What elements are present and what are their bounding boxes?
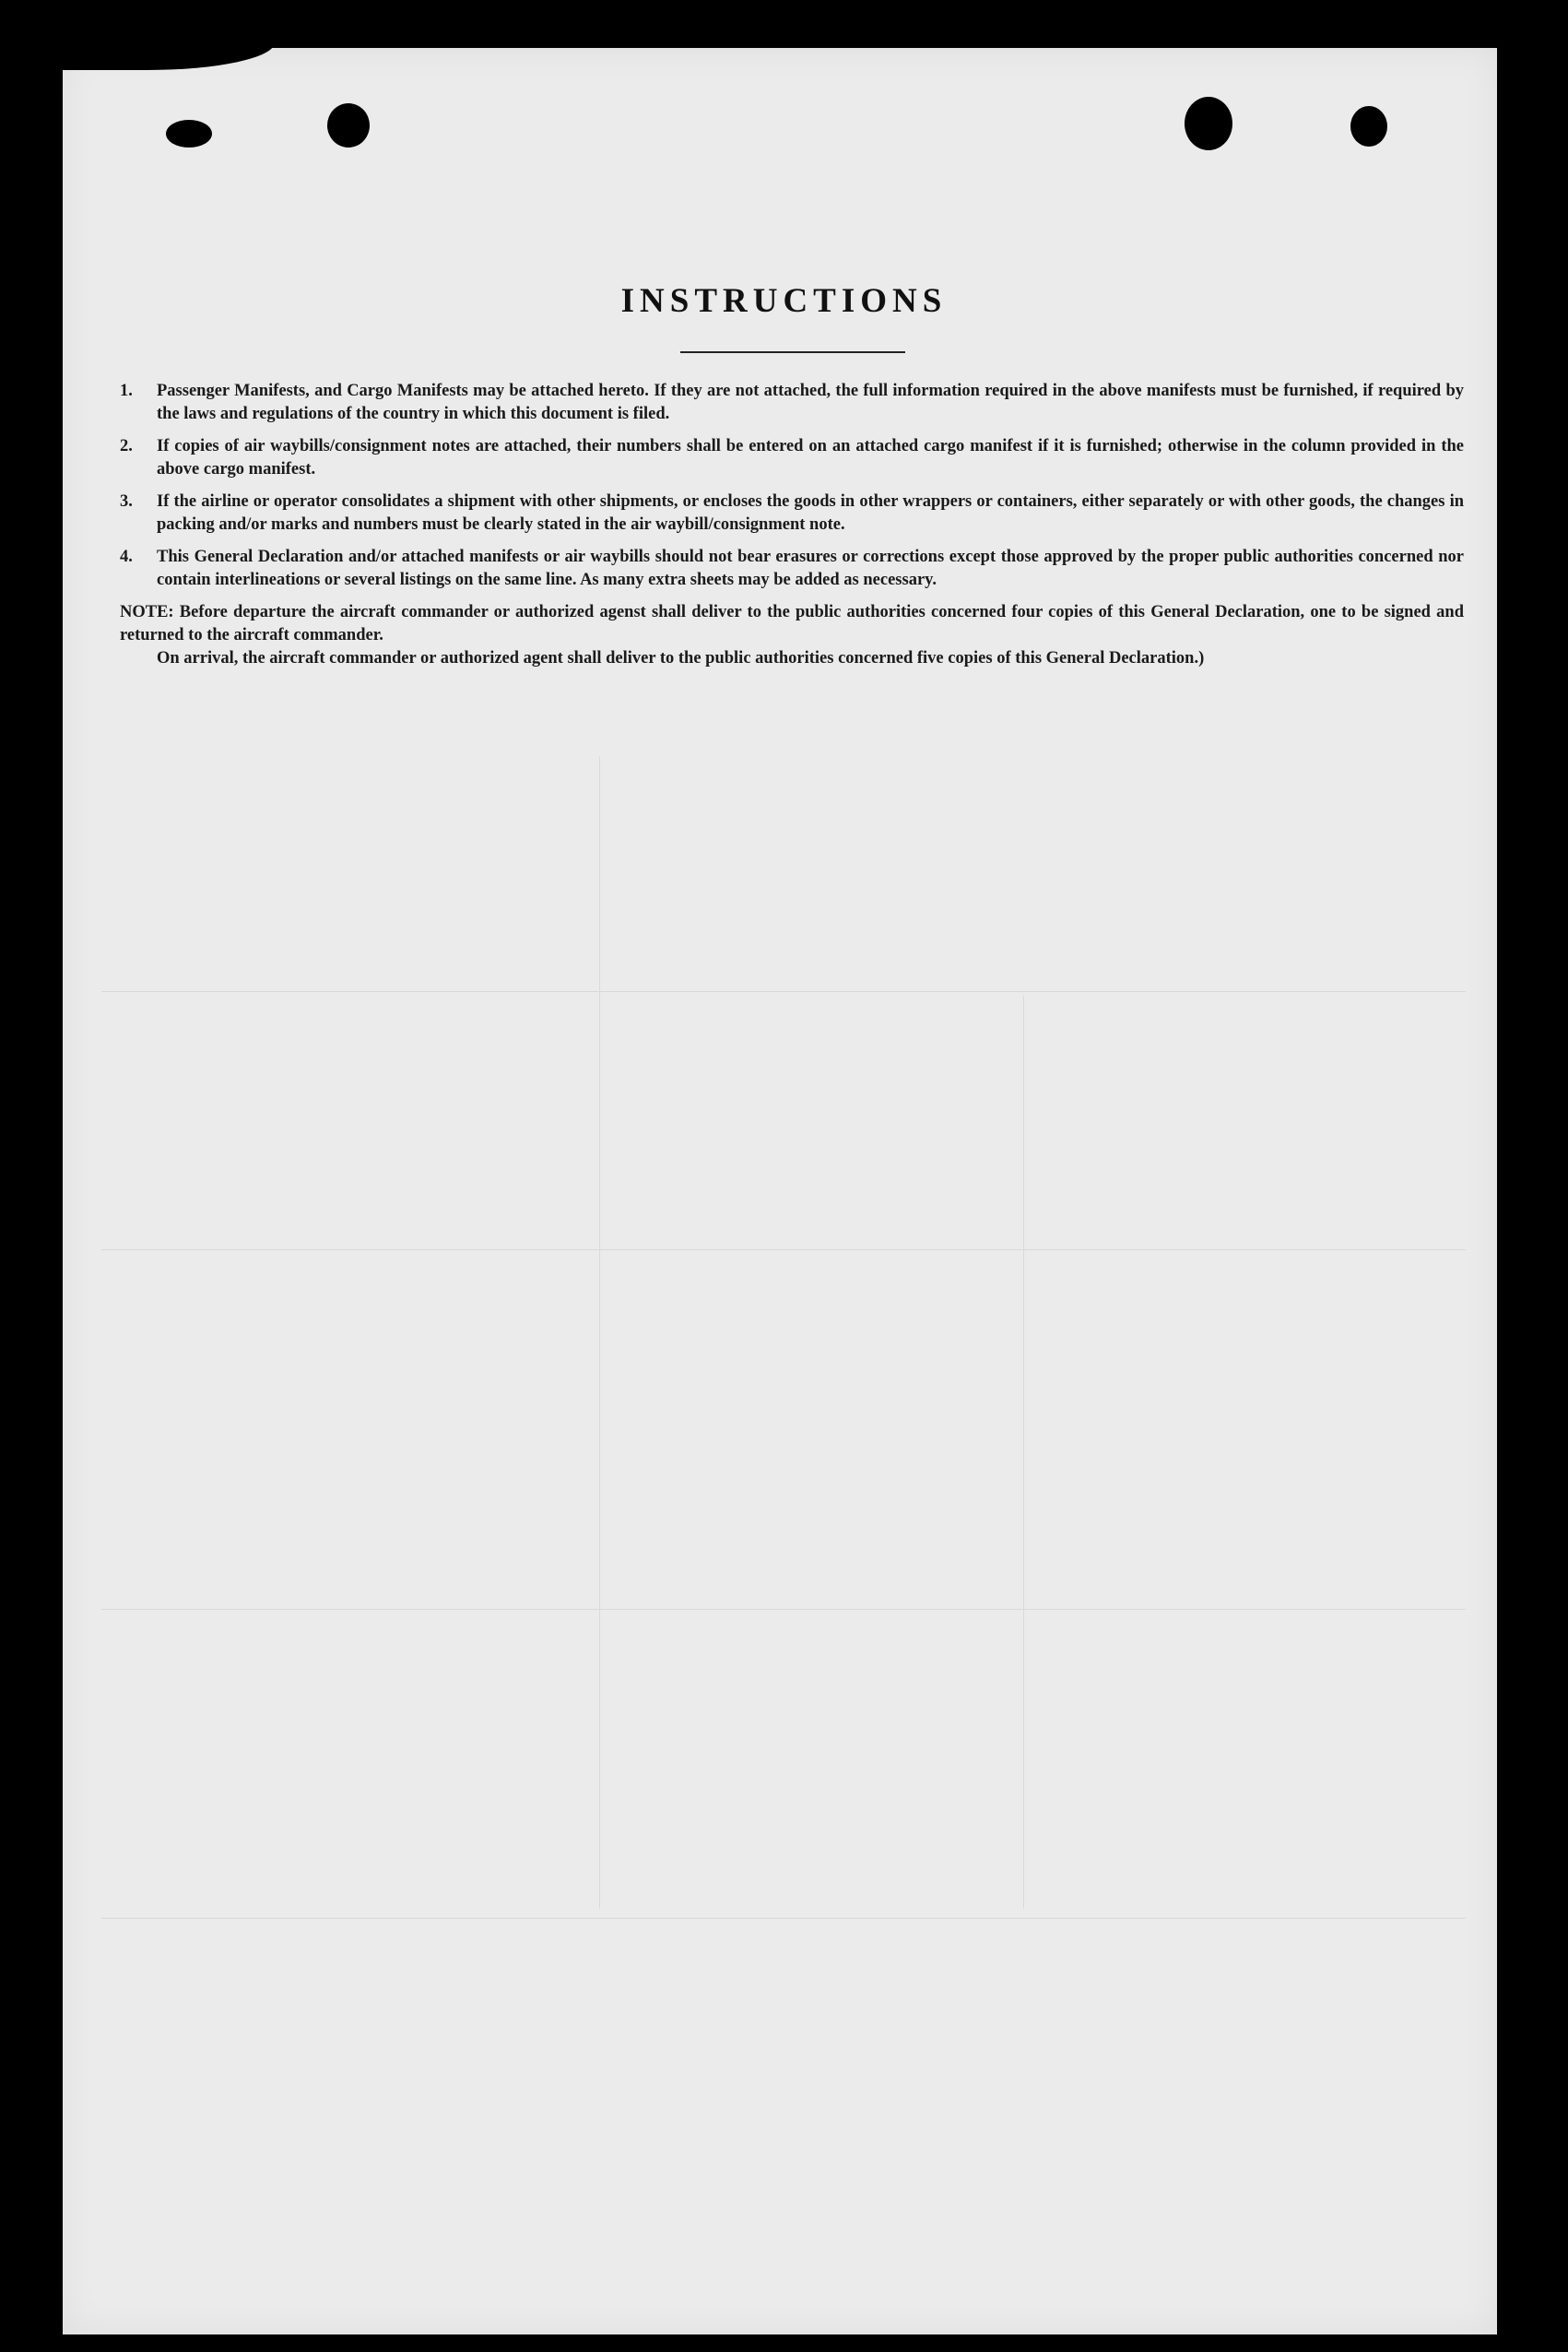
bleed-through-line — [101, 991, 1466, 992]
item-number: 3. — [120, 492, 133, 511]
instruction-item — [120, 435, 1464, 481]
torn-edge — [166, 120, 212, 148]
bleed-through-line — [101, 1249, 1466, 1250]
instruction-item — [120, 546, 1464, 592]
item-text: If the airline or operator consolidates a shipment with other shipments, or encloses the goods in other wrappers or containers, either separately or with other goods, the changes in packing and/or marks and numbers must be clearly stated in the air waybill/consignment note. — [157, 492, 1464, 534]
item-number: 4. — [120, 548, 133, 566]
bleed-through-line — [599, 756, 600, 1909]
bleed-through-line — [101, 1609, 1466, 1610]
punch-hole-far-right — [1350, 106, 1387, 147]
instruction-item — [120, 380, 1464, 426]
title-underline — [680, 351, 905, 353]
instruction-item — [120, 490, 1464, 537]
note-block — [120, 601, 1464, 670]
note-paragraph: NOTE: Before departure the aircraft commander or authorized agenst shall deliver to the public authorities concerned four copies of this General Declaration, one to be signed and returned to the aircraft commander. — [120, 603, 1464, 644]
item-text: Passenger Manifests, and Cargo Manifests may be attached hereto. If they are not attached, the full information required in the above manifests must be furnished, if required by the laws and regulations of the country in which this document is filed. — [157, 382, 1464, 423]
bleed-through-line — [101, 1918, 1466, 1919]
note-paragraph-arrival: On arrival, the aircraft commander or authorized agent shall deliver to the public authorities concerned five copies of this General Declaration.) — [157, 649, 1205, 668]
item-text: If copies of air waybills/consignment notes are attached, their numbers shall be entered on an attached cargo manifest if it is furnished; otherwise in the column provided in the above cargo manifest. — [157, 437, 1464, 479]
item-number: 2. — [120, 437, 133, 455]
page-title: INSTRUCTIONS — [620, 282, 948, 320]
bleed-through-line — [1023, 996, 1024, 1909]
instructions-list — [120, 380, 1464, 670]
item-text: This General Declaration and/or attached manifests or air waybills should not bear erasures or corrections except those approved by the proper public authorities concerned nor contain interlineations or several listings on the same line. As many extra sheets may be added as necessary. — [157, 548, 1464, 589]
punch-hole-left — [327, 103, 370, 148]
punch-hole-right — [1185, 97, 1232, 150]
item-number: 1. — [120, 382, 133, 400]
